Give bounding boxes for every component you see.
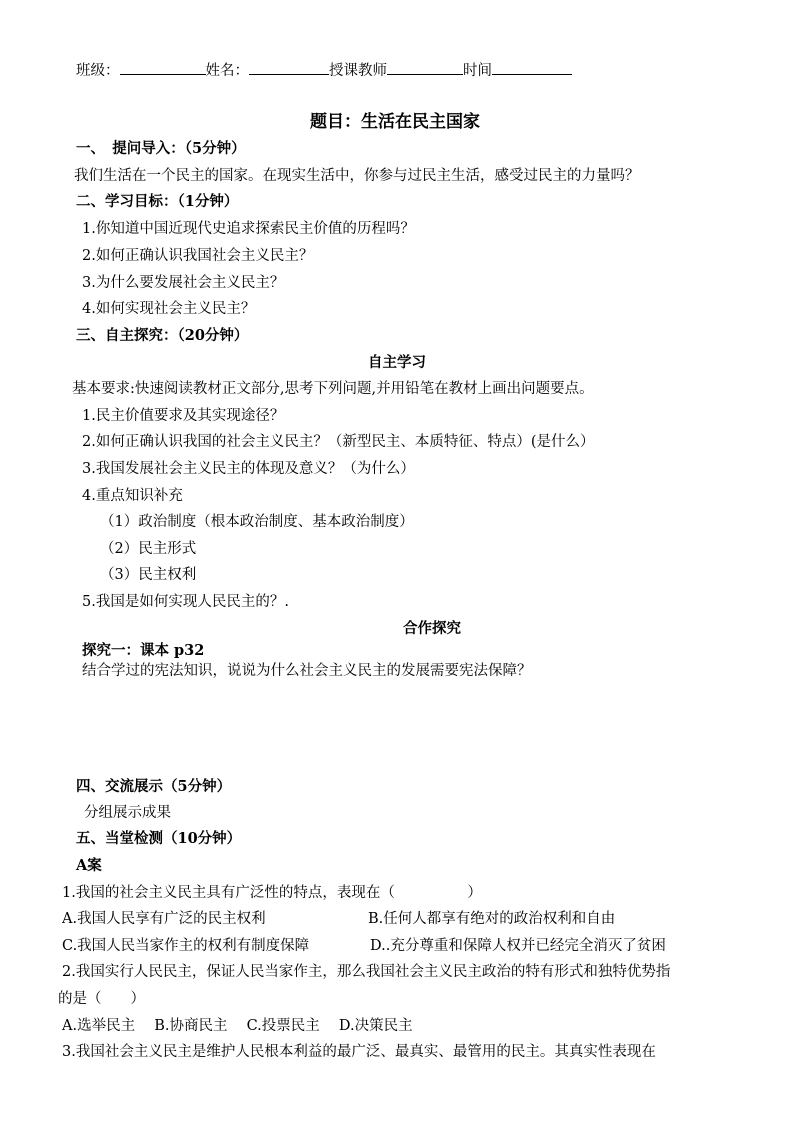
- explore-label: 探究一：课本 p32: [82, 642, 205, 659]
- section3-heading: 三、自主探究：（20分钟）: [76, 327, 249, 344]
- page-title: 题目：生活在民主国家: [310, 112, 480, 132]
- name-label: 姓名：: [205, 63, 249, 79]
- teacher-label: 授课教师: [329, 63, 387, 79]
- question-3: 3.我国社会主义民主是维护人民根本利益的最广泛、最真实、最管用的民主。其真实性表现在: [62, 1044, 656, 1060]
- q1-option-d: D..充分尊重和保障人权并已经完全消灭了贫困: [370, 938, 666, 954]
- time-label: 时间: [463, 63, 492, 79]
- q1-option-a: A.我国人民享有广泛的民主权利: [62, 911, 266, 927]
- class-label: 班级：: [76, 63, 120, 79]
- question-2-line1: 2.我国实行人民民主，保证人民当家作主，那么我国社会主义民主政治的特有形式和独特优势指: [62, 964, 671, 980]
- study-item: 2.如何正确认识我国的社会主义民主？（新型民主、本质特征、特点）(是什么）: [82, 434, 595, 450]
- section2-heading: 二、学习目标：（1分钟）: [76, 193, 239, 210]
- q1-option-b: B.任何人都享有绝对的政治权利和自由: [368, 911, 616, 927]
- header-line: [76, 60, 572, 81]
- explore-text: 结合学过的宪法知识，说说为什么社会主义民主的发展需要宪法保障？: [82, 663, 532, 679]
- section1-text: 我们生活在一个民主的国家。在现实生活中，你参与过民主生活，感受过民主的力量吗？: [74, 168, 640, 184]
- study-subitem: （2）民主形式: [100, 541, 197, 557]
- study-item: 4.重点知识补充: [82, 488, 183, 504]
- question-1: 1.我国的社会主义民主具有广泛性的特点，表现在（ ）: [62, 885, 482, 901]
- objective-item: 1.你知道中国近现代史追求探索民主价值的历程吗？: [82, 221, 415, 237]
- self-study-heading: 自主学习: [368, 354, 426, 371]
- teacher-blank: [387, 60, 463, 75]
- requirement-text: 基本要求:快速阅读教材正文部分,思考下列问题,并用铅笔在教材上画出问题要点。: [72, 381, 594, 397]
- section4-heading: 四、交流展示（5分钟）: [76, 778, 232, 795]
- coop-heading: 合作探究: [403, 620, 461, 637]
- question-2-line2: 的是（ ）: [58, 991, 145, 1007]
- section4-text: 分组展示成果: [84, 805, 171, 821]
- objective-item: 2.如何正确认识我国社会主义民主？: [82, 248, 314, 264]
- study-subitem: （1）政治制度（根本政治制度、基本政治制度）: [100, 514, 414, 530]
- q1-option-c: C.我国人民当家作主的权利有制度保障: [62, 938, 310, 954]
- q2-options: A.选举民主 B.协商民主 C.投票民主 D.决策民主: [62, 1018, 413, 1034]
- section5-heading: 五、当堂检测（10分钟）: [76, 830, 242, 847]
- study-item: 5.我国是如何实现人民民主的？.: [82, 594, 289, 610]
- section1-heading: 一、 提问导入：（5分钟）: [76, 140, 246, 157]
- class-blank: [120, 60, 206, 75]
- time-blank: [492, 60, 572, 75]
- name-blank: [249, 60, 329, 75]
- case-label: A案: [76, 857, 102, 874]
- study-subitem: （3）民主权利: [100, 567, 197, 583]
- objective-item: 3.为什么要发展社会主义民主？: [82, 275, 285, 291]
- objective-item: 4.如何实现社会主义民主？: [82, 301, 256, 317]
- study-item: 1.民主价值要求及其实现途径？: [82, 408, 285, 424]
- study-item: 3.我国发展社会主义民主的体现及意义？（为什么）: [82, 461, 415, 477]
